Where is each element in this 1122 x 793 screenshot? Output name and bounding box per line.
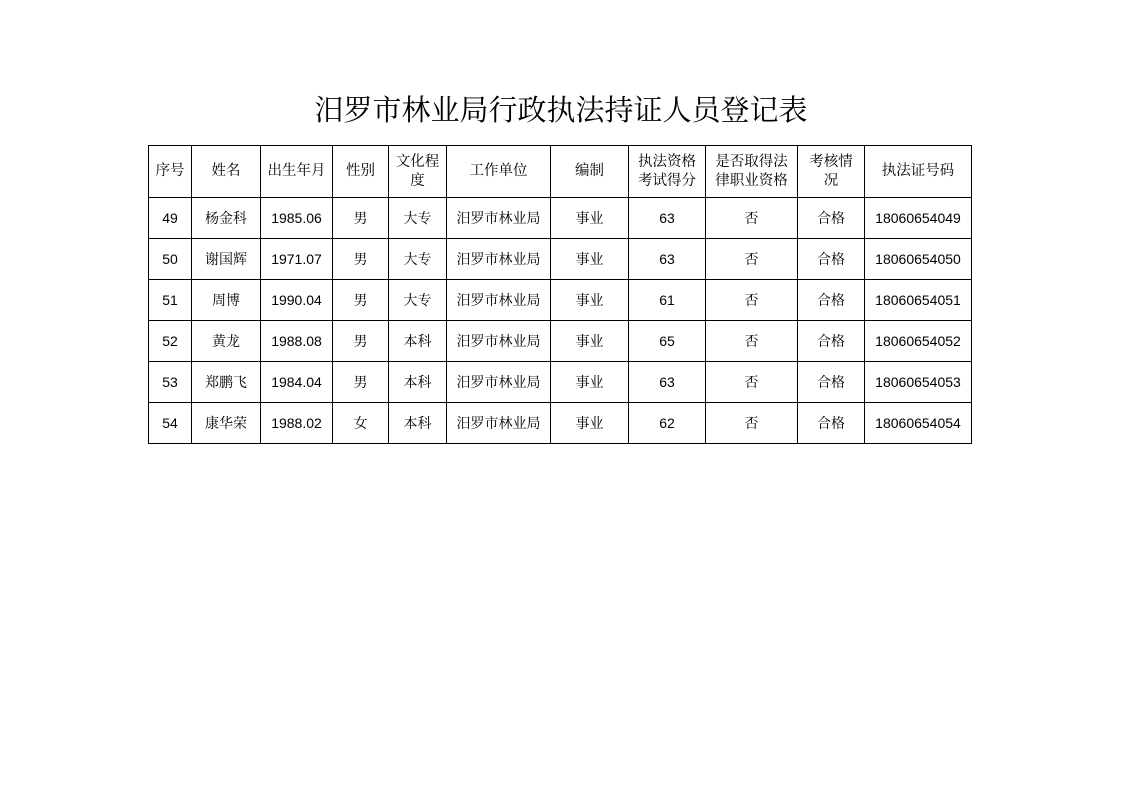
personnel-register-table — [148, 145, 972, 444]
cell-education: 本科 — [389, 362, 447, 403]
cell-unit: 汨罗市林业局 — [447, 321, 551, 362]
header-seq: 序号 — [149, 146, 192, 198]
cell-education: 本科 — [389, 321, 447, 362]
cell-legal: 否 — [706, 239, 798, 280]
table-row — [149, 403, 972, 444]
cell-name: 杨金科 — [192, 198, 261, 239]
cell-seq: 52 — [149, 321, 192, 362]
cell-score: 65 — [629, 321, 706, 362]
cell-gender: 男 — [333, 362, 389, 403]
cell-unit: 汨罗市林业局 — [447, 280, 551, 321]
cell-score: 63 — [629, 198, 706, 239]
cell-staffing: 事业 — [551, 239, 629, 280]
header-score-line2: 考试得分 — [638, 172, 696, 189]
cell-cert: 18060654049 — [865, 198, 972, 239]
header-score — [629, 146, 706, 198]
cell-name: 谢国辉 — [192, 239, 261, 280]
cell-name: 黄龙 — [192, 321, 261, 362]
cell-assessment: 合格 — [798, 198, 865, 239]
cell-birth: 1984.04 — [261, 362, 333, 403]
cell-birth: 1985.06 — [261, 198, 333, 239]
cell-assessment: 合格 — [798, 403, 865, 444]
document-title: 汨罗市林业局行政执法持证人员登记表 — [314, 93, 808, 127]
cell-assessment: 合格 — [798, 362, 865, 403]
cell-gender: 男 — [333, 280, 389, 321]
cell-staffing: 事业 — [551, 403, 629, 444]
header-name: 姓名 — [192, 146, 261, 198]
header-gender: 性别 — [333, 146, 389, 198]
header-legal-line1: 是否取得法 — [715, 153, 788, 170]
cell-staffing: 事业 — [551, 198, 629, 239]
cell-score: 63 — [629, 239, 706, 280]
cell-birth: 1988.02 — [261, 403, 333, 444]
cell-legal: 否 — [706, 280, 798, 321]
header-unit: 工作单位 — [447, 146, 551, 198]
cell-gender: 女 — [333, 403, 389, 444]
header-staffing: 编制 — [551, 146, 629, 198]
header-education-line2: 度 — [410, 172, 425, 189]
cell-seq: 54 — [149, 403, 192, 444]
header-legal — [706, 146, 798, 198]
cell-cert: 18060654051 — [865, 280, 972, 321]
header-row — [149, 146, 972, 198]
cell-seq: 50 — [149, 239, 192, 280]
cell-education: 大专 — [389, 198, 447, 239]
cell-name: 康华荣 — [192, 403, 261, 444]
header-assessment-line1: 考核情 — [809, 153, 853, 170]
cell-education: 大专 — [389, 239, 447, 280]
cell-seq: 49 — [149, 198, 192, 239]
cell-education: 本科 — [389, 403, 447, 444]
header-assessment-line2: 况 — [823, 172, 839, 189]
cell-unit: 汨罗市林业局 — [447, 362, 551, 403]
cell-seq: 51 — [149, 280, 192, 321]
header-education — [389, 146, 447, 198]
cell-birth: 1971.07 — [261, 239, 333, 280]
table-row — [149, 239, 972, 280]
cell-name: 周博 — [192, 280, 261, 321]
cell-gender: 男 — [333, 198, 389, 239]
cell-staffing: 事业 — [551, 321, 629, 362]
cell-education: 大专 — [389, 280, 447, 321]
header-assessment — [798, 146, 865, 198]
cell-legal: 否 — [706, 198, 798, 239]
table-row — [149, 362, 972, 403]
cell-legal: 否 — [706, 321, 798, 362]
cell-staffing: 事业 — [551, 362, 629, 403]
cell-cert: 18060654054 — [865, 403, 972, 444]
cell-seq: 53 — [149, 362, 192, 403]
header-score-line1: 执法资格 — [638, 153, 696, 170]
cell-assessment: 合格 — [798, 239, 865, 280]
cell-assessment: 合格 — [798, 321, 865, 362]
cell-score: 63 — [629, 362, 706, 403]
cell-unit: 汨罗市林业局 — [447, 239, 551, 280]
cell-staffing: 事业 — [551, 280, 629, 321]
table-row — [149, 280, 972, 321]
table-row — [149, 198, 972, 239]
cell-legal: 否 — [706, 403, 798, 444]
header-birth: 出生年月 — [261, 146, 333, 198]
cell-birth: 1990.04 — [261, 280, 333, 321]
cell-score: 61 — [629, 280, 706, 321]
cell-cert: 18060654053 — [865, 362, 972, 403]
cell-cert: 18060654050 — [865, 239, 972, 280]
cell-name: 郑鹏飞 — [192, 362, 261, 403]
cell-gender: 男 — [333, 321, 389, 362]
cell-cert: 18060654052 — [865, 321, 972, 362]
cell-score: 62 — [629, 403, 706, 444]
cell-assessment: 合格 — [798, 280, 865, 321]
cell-gender: 男 — [333, 239, 389, 280]
cell-legal: 否 — [706, 362, 798, 403]
header-legal-line2: 律职业资格 — [715, 172, 788, 189]
cell-unit: 汨罗市林业局 — [447, 198, 551, 239]
table-row — [149, 321, 972, 362]
cell-birth: 1988.08 — [261, 321, 333, 362]
cell-unit: 汨罗市林业局 — [447, 403, 551, 444]
header-education-line1: 文化程 — [395, 153, 440, 170]
header-cert: 执法证号码 — [865, 146, 972, 198]
